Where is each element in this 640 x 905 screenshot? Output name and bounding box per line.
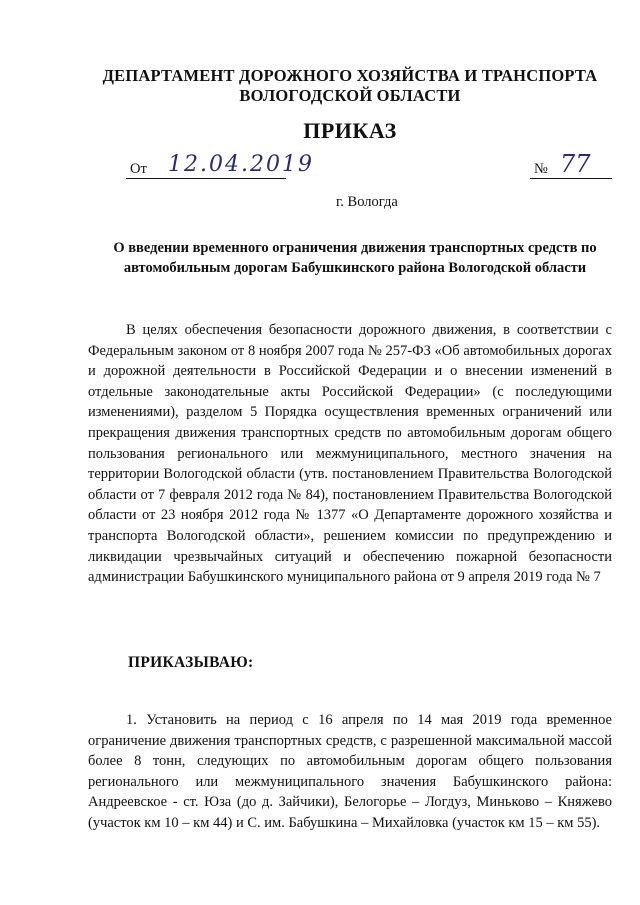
subject-line-1: О введении временного ограничения движения транспортных средств по (113, 240, 597, 256)
department-line-1: ДЕПАРТАМЕНТ ДОРОЖНОГО ХОЗЯЙСТВА И ТРАНСПОРТА (102, 66, 598, 85)
document-subject (100, 238, 610, 278)
handwritten-date: 12.04.2019 (168, 152, 314, 177)
number-prefix: № (534, 161, 548, 177)
preamble-paragraph: В целях обеспечения безопасности дорожного движения, в соответствии с Федеральным законом от 8 ноября 2007 года № 257-ФЗ «Об автомобильных дорогах и дорожной деятельности в Российской Федерации и о внесении изменений в отдельные законодательные акты Российской Федерации» (с последующими изменениями), разделом 5 Порядка осуществления временных ограничений или прекращения движения транспортных средств по автомобильным дорогам общего пользования регионального или межмуниципального, местного значения на территории Вологодской области (утв. постановлением Правительства Вологодской области от 7 февраля 2012 года № 84), постановлением Правительства Вологодской области от 23 ноября 2012 года № 1377 «О Департаменте дорожного хозяйства и транспорта Вологодской области», решением комиссии по предупреждению и ликвидации чрезвычайных ситуаций и обеспечению пожарной безопасности администрации Бабушкинского муниципального района от 9 апреля 2019 года № 7 (88, 322, 612, 586)
date-prefix: От (130, 161, 147, 177)
subject-line-2: автомобильным дорогам Бабушкинского района Вологодской области (123, 260, 587, 276)
city-label: г. Вологда (336, 194, 398, 210)
order-heading: ПРИКАЗЫВАЮ: (128, 654, 254, 671)
department-header (60, 66, 640, 106)
department-line-2: ВОЛОГОДСКОЙ ОБЛАСТИ (239, 86, 461, 105)
number-field (530, 150, 612, 179)
document-type-title: ПРИКАЗ (303, 118, 397, 143)
date-field (126, 152, 314, 179)
order-item-1: 1. Установить на период с 16 апреля по 14 мая 2019 года временное ограничение движения транспортных средств, с разрешенной максимальной массой более 8 тонн, следующих по автомобильным дорогам общего пользования регионального или межмуниципального значения Бабушкинского района: Андреевское - ст. Юза (до д. Зайчики), Белогорье – Логдуз, Миньково – Княжево (участок км 10 – км 44) и С. им. Бабушкина – Михайловка (участок км 15 – км 55). (88, 712, 612, 831)
handwritten-number: 77 (560, 150, 591, 178)
